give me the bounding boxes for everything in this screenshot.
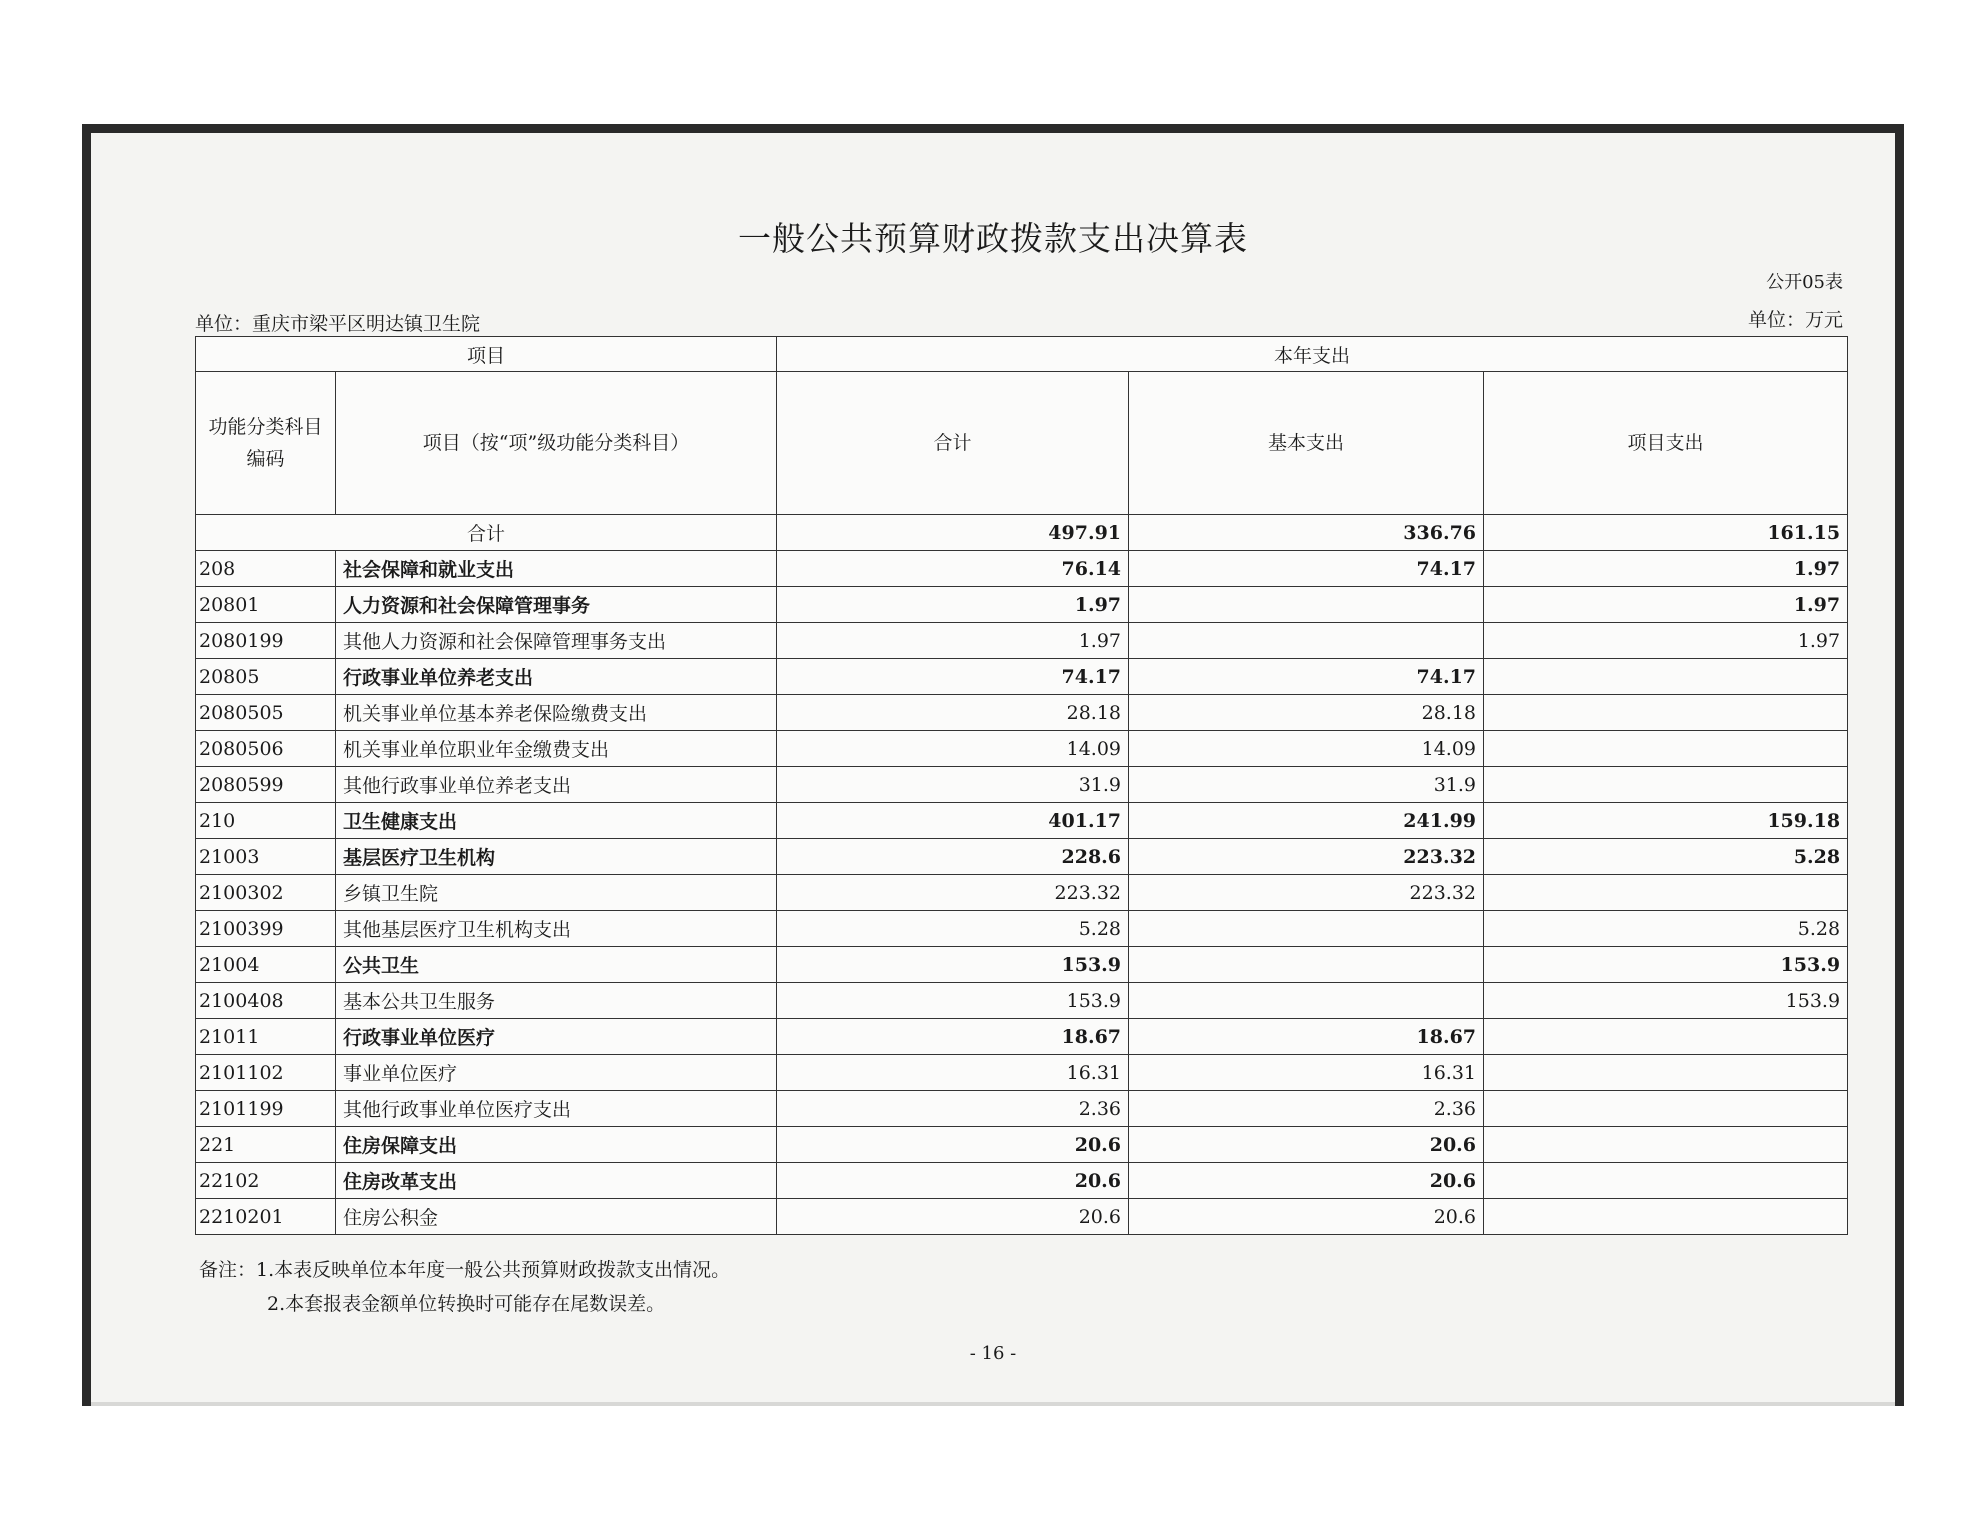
row-project xyxy=(1484,695,1848,731)
row-project xyxy=(1484,1127,1848,1163)
row-basic: 74.17 xyxy=(1129,659,1484,695)
table-row xyxy=(196,767,1848,803)
table-row xyxy=(196,911,1848,947)
row-total: 20.6 xyxy=(777,1199,1129,1235)
row-name: 其他基层医疗卫生机构支出 xyxy=(336,911,777,947)
row-name: 住房公积金 xyxy=(336,1199,777,1235)
row-total: 31.9 xyxy=(777,767,1129,803)
total-project: 161.15 xyxy=(1484,515,1848,551)
row-project xyxy=(1484,1091,1848,1127)
header-item-name: 项目（按“项”级功能分类科目） xyxy=(336,372,777,515)
row-basic: 14.09 xyxy=(1129,731,1484,767)
row-basic: 74.17 xyxy=(1129,551,1484,587)
row-code: 2080506 xyxy=(196,731,336,767)
row-basic: 2.36 xyxy=(1129,1091,1484,1127)
row-code: 2100399 xyxy=(196,911,336,947)
row-name: 卫生健康支出 xyxy=(336,803,777,839)
row-total: 2.36 xyxy=(777,1091,1129,1127)
table-row xyxy=(196,1199,1848,1235)
row-basic: 20.6 xyxy=(1129,1127,1484,1163)
table-row xyxy=(196,587,1848,623)
row-code: 2210201 xyxy=(196,1199,336,1235)
page-number: - 16 - xyxy=(969,1343,1017,1364)
row-project: 159.18 xyxy=(1484,803,1848,839)
table-row xyxy=(196,551,1848,587)
row-name: 事业单位医疗 xyxy=(336,1055,777,1091)
table-row xyxy=(196,695,1848,731)
row-name: 住房保障支出 xyxy=(336,1127,777,1163)
row-basic: 18.67 xyxy=(1129,1019,1484,1055)
row-basic xyxy=(1129,983,1484,1019)
table-body xyxy=(196,515,1848,1235)
row-basic: 28.18 xyxy=(1129,695,1484,731)
row-code: 2080599 xyxy=(196,767,336,803)
row-project: 1.97 xyxy=(1484,551,1848,587)
table-row xyxy=(196,875,1848,911)
header-item-group: 项目 xyxy=(196,337,777,372)
total-row xyxy=(196,515,1848,551)
row-project xyxy=(1484,659,1848,695)
row-name: 行政事业单位养老支出 xyxy=(336,659,777,695)
currency-unit: 单位：万元 xyxy=(1747,309,1843,331)
table-row xyxy=(196,1163,1848,1199)
total-total: 497.91 xyxy=(777,515,1129,551)
row-project: 1.97 xyxy=(1484,623,1848,659)
row-total: 228.6 xyxy=(777,839,1129,875)
reporting-unit: 单位：重庆市梁平区明达镇卫生院 xyxy=(195,313,481,335)
table-row xyxy=(196,659,1848,695)
row-code: 2080505 xyxy=(196,695,336,731)
row-basic: 20.6 xyxy=(1129,1163,1484,1199)
table-row xyxy=(196,731,1848,767)
row-project xyxy=(1484,1163,1848,1199)
row-code: 2101199 xyxy=(196,1091,336,1127)
row-code: 221 xyxy=(196,1127,336,1163)
row-basic: 223.32 xyxy=(1129,839,1484,875)
row-total: 20.6 xyxy=(777,1163,1129,1199)
row-name: 乡镇卫生院 xyxy=(336,875,777,911)
row-name: 其他人力资源和社会保障管理事务支出 xyxy=(336,623,777,659)
row-total: 5.28 xyxy=(777,911,1129,947)
row-code: 2100408 xyxy=(196,983,336,1019)
table-row xyxy=(196,839,1848,875)
row-code: 21011 xyxy=(196,1019,336,1055)
row-project xyxy=(1484,731,1848,767)
page-title: 一般公共预算财政拨款支出决算表 xyxy=(738,219,1248,258)
row-project: 153.9 xyxy=(1484,983,1848,1019)
row-code: 21004 xyxy=(196,947,336,983)
row-name: 住房改革支出 xyxy=(336,1163,777,1199)
row-basic: 31.9 xyxy=(1129,767,1484,803)
row-total: 153.9 xyxy=(777,983,1129,1019)
table-row xyxy=(196,983,1848,1019)
row-basic: 223.32 xyxy=(1129,875,1484,911)
note-2: 2.本套报表金额单位转换时可能存在尾数误差。 xyxy=(267,1293,666,1315)
table-row xyxy=(196,623,1848,659)
row-code: 22102 xyxy=(196,1163,336,1199)
row-project xyxy=(1484,875,1848,911)
row-code: 20805 xyxy=(196,659,336,695)
row-basic xyxy=(1129,911,1484,947)
row-project: 153.9 xyxy=(1484,947,1848,983)
row-name: 人力资源和社会保障管理事务 xyxy=(336,587,777,623)
table-row xyxy=(196,1055,1848,1091)
note-1: 备注：1.本表反映单位本年度一般公共预算财政拨款支出情况。 xyxy=(199,1259,731,1281)
row-total: 401.17 xyxy=(777,803,1129,839)
table-row xyxy=(196,947,1848,983)
row-total: 153.9 xyxy=(777,947,1129,983)
table-row xyxy=(196,1019,1848,1055)
total-basic: 336.76 xyxy=(1129,515,1484,551)
row-project: 5.28 xyxy=(1484,911,1848,947)
row-name: 机关事业单位基本养老保险缴费支出 xyxy=(336,695,777,731)
row-name: 基本公共卫生服务 xyxy=(336,983,777,1019)
row-total: 14.09 xyxy=(777,731,1129,767)
form-number: 公开05表 xyxy=(1766,272,1843,293)
row-name: 公共卫生 xyxy=(336,947,777,983)
row-basic xyxy=(1129,623,1484,659)
row-total: 76.14 xyxy=(777,551,1129,587)
row-basic: 20.6 xyxy=(1129,1199,1484,1235)
row-name: 机关事业单位职业年金缴费支出 xyxy=(336,731,777,767)
row-code: 2101102 xyxy=(196,1055,336,1091)
table-row xyxy=(196,1091,1848,1127)
row-name: 行政事业单位医疗 xyxy=(336,1019,777,1055)
header-basic: 基本支出 xyxy=(1129,372,1484,515)
row-basic: 241.99 xyxy=(1129,803,1484,839)
row-total: 16.31 xyxy=(777,1055,1129,1091)
header-total: 合计 xyxy=(777,372,1129,515)
row-code: 21003 xyxy=(196,839,336,875)
row-basic xyxy=(1129,947,1484,983)
header-code: 功能分类科目编码 xyxy=(196,372,336,515)
row-project xyxy=(1484,1199,1848,1235)
table-row xyxy=(196,803,1848,839)
row-project xyxy=(1484,767,1848,803)
row-code: 208 xyxy=(196,551,336,587)
row-project: 5.28 xyxy=(1484,839,1848,875)
row-project: 1.97 xyxy=(1484,587,1848,623)
row-total: 223.32 xyxy=(777,875,1129,911)
row-total: 1.97 xyxy=(777,587,1129,623)
expenditure-table xyxy=(195,336,1848,1235)
header-current-year-group: 本年支出 xyxy=(777,337,1848,372)
row-code: 2100302 xyxy=(196,875,336,911)
document-page xyxy=(82,124,1904,1406)
row-project xyxy=(1484,1019,1848,1055)
row-code: 2080199 xyxy=(196,623,336,659)
row-name: 基层医疗卫生机构 xyxy=(336,839,777,875)
row-total: 20.6 xyxy=(777,1127,1129,1163)
row-total: 1.97 xyxy=(777,623,1129,659)
row-basic: 16.31 xyxy=(1129,1055,1484,1091)
row-name: 其他行政事业单位养老支出 xyxy=(336,767,777,803)
row-basic xyxy=(1129,587,1484,623)
total-label: 合计 xyxy=(196,515,777,551)
row-name: 社会保障和就业支出 xyxy=(336,551,777,587)
row-total: 18.67 xyxy=(777,1019,1129,1055)
notes xyxy=(199,1253,730,1321)
row-total: 28.18 xyxy=(777,695,1129,731)
row-name: 其他行政事业单位医疗支出 xyxy=(336,1091,777,1127)
row-code: 20801 xyxy=(196,587,336,623)
row-project xyxy=(1484,1055,1848,1091)
header-project: 项目支出 xyxy=(1484,372,1848,515)
row-code: 210 xyxy=(196,803,336,839)
table-row xyxy=(196,1127,1848,1163)
row-total: 74.17 xyxy=(777,659,1129,695)
